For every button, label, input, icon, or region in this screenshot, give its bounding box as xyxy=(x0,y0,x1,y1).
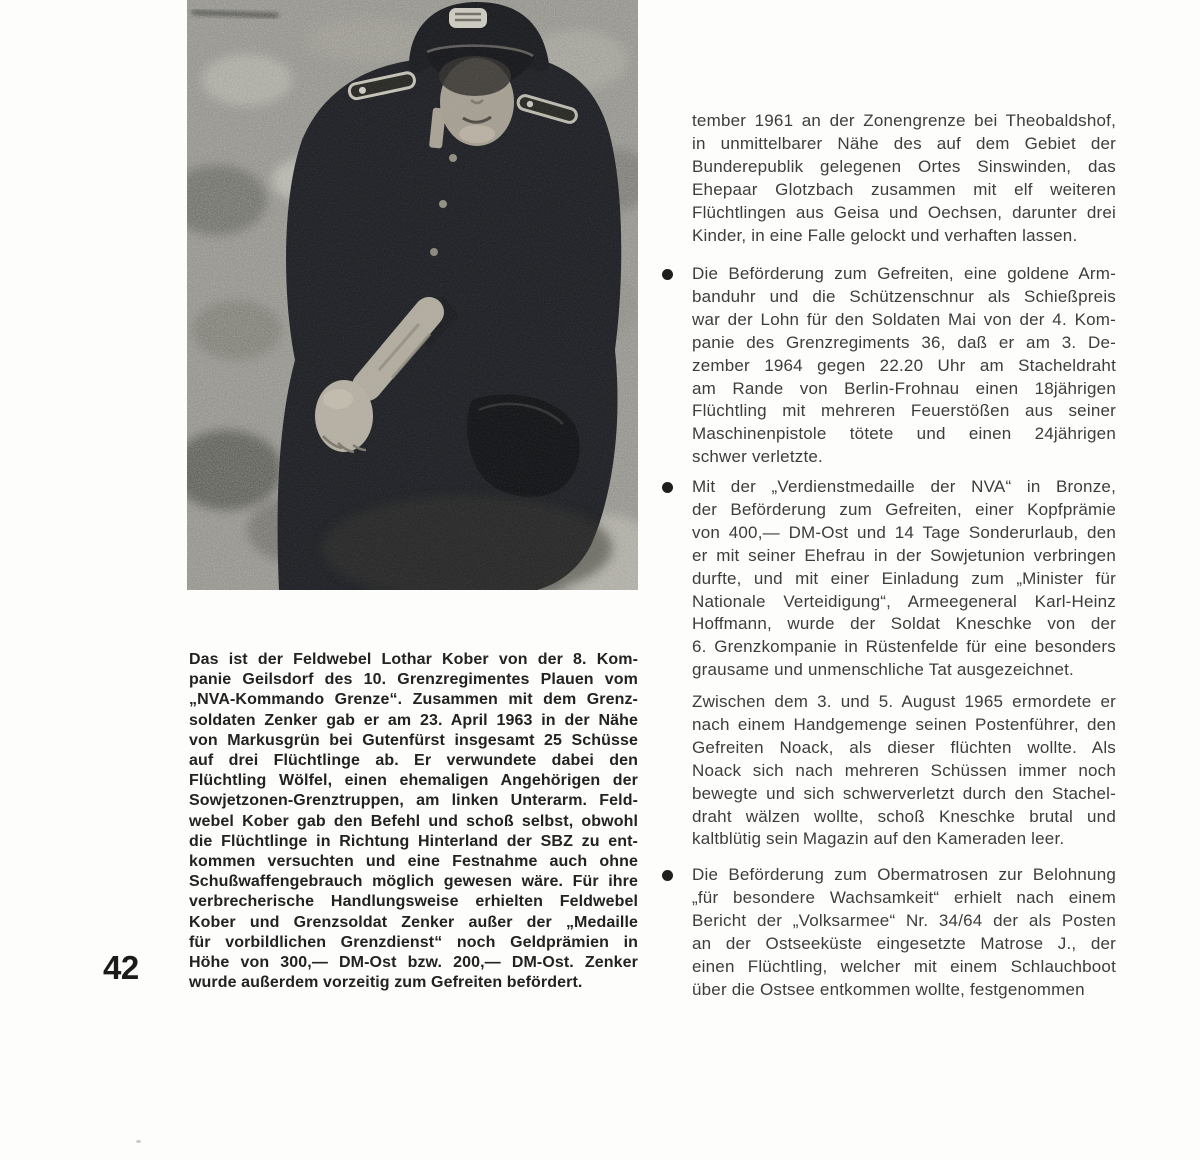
text-line: Maschinenpistole tötete und einen 24jährigen xyxy=(692,424,1116,444)
text-line: webel Kober gab den Befehl und schoß selbst, obwohl xyxy=(189,812,638,830)
text-line: war der Lohn für den Soldaten Mai von der 4. Kom- xyxy=(692,309,1116,329)
text-line: über die Ostsee entkommen wollte, festgenommen xyxy=(692,979,1085,999)
text-line: Noack sich nach mehreren Schüssen immer noch xyxy=(692,760,1116,780)
text-line: Die Beförderung zum Gefreiten, eine goldene Arm- xyxy=(692,264,1116,283)
text-line: Gefreiten Noack, als dieser flüchten wollte. Als xyxy=(692,737,1116,757)
scan-artifact xyxy=(136,1140,141,1143)
text-line: Bericht der „Volksarmee“ Nr. 34/64 der als Posten xyxy=(692,910,1116,930)
text-line: Kinder, in eine Falle gelockt und verhaften lassen. xyxy=(692,225,1078,245)
paragraph xyxy=(692,263,1116,469)
text-line: für vorbildlichen Grenzdienst“ noch Geldprämien in xyxy=(189,933,638,951)
bullet-marker xyxy=(662,482,673,493)
text-line: Das ist der Feldwebel Lothar Kober von der 8. Kom- xyxy=(189,651,638,668)
text-line: panie Geilsdorf des 10. Grenzregimentes Plauen vom xyxy=(189,671,638,689)
text-line: in unmittelbarer Nähe des auf dem Gebiet der xyxy=(692,133,1116,153)
text-line: von 400,— DM-Ost und 14 Tage Sonderurlaub, den xyxy=(692,522,1116,542)
text-line: Nationale Verteidigung“, Armeegeneral Karl-Heinz xyxy=(692,591,1116,611)
text-line: Schußwaffengebrauch möglich gewesen wäre. Für ihre xyxy=(189,873,638,891)
text-line: panie des Grenzregiments 36, daß er am 3. De- xyxy=(692,332,1116,352)
soldier-photo-illustration xyxy=(187,0,638,590)
text-line: verbrecherische Handlungsweise erhielten Feldwebel xyxy=(189,893,638,911)
text-line: grausame und unmenschliche Tat ausgezeichnet. xyxy=(692,660,1074,680)
text-line: soldaten Zenker gab er am 23. April 1963 in der Nähe xyxy=(189,711,638,729)
text-line: Flüchtlingen aus Geisa und Oechsen, darunter drei xyxy=(692,202,1116,222)
text-line: auf drei Flüchtlinge ab. Er verwundete dabei den xyxy=(189,752,638,770)
text-line: draht wälzen wollte, schoß Kneschke brutal und xyxy=(692,806,1116,826)
soldier-photo xyxy=(187,0,638,590)
paragraph xyxy=(692,691,1116,851)
paragraph xyxy=(692,476,1116,682)
text-line: wurde außerdem vorzeitig zum Gefreiten befördert. xyxy=(189,974,583,992)
text-line: der Beförderung zum Gefreiten, einer Kopfprämie xyxy=(692,499,1116,519)
text-line: die Flüchtlinge in Richtung Hinterland der SBZ zu ent- xyxy=(189,832,638,850)
text-line: einen Flüchtling, welcher mit einem Schlauchboot xyxy=(692,956,1116,976)
text-line: bewegte und sich schwerverletzt durch den Stachel- xyxy=(692,783,1116,803)
text-line: von Markusgrün bei Gutenfürst insgesamt 25 Schüsse xyxy=(189,731,638,749)
text-line: „für besondere Wachsamkeit“ erhielt nach einem xyxy=(692,887,1116,907)
text-line: Kober und Grenzsoldat Zenker außer der „Medaille xyxy=(189,913,638,931)
page-number: 42 xyxy=(103,949,139,986)
text-line: Höhe von 300,— DM-Ost bzw. 200,— DM-Ost. Zenker xyxy=(189,954,638,972)
text-line: Zwischen dem 3. und 5. August 1965 ermordete er xyxy=(692,692,1116,711)
bullet-marker xyxy=(662,269,673,280)
text-line: Die Beförderung zum Obermatrosen zur Belohnung xyxy=(692,865,1116,884)
text-line: kaltblütig sein Magazin auf den Kameraden leer. xyxy=(692,829,1065,849)
text-line: nach einem Handgemenge seinen Postenführer, den xyxy=(692,714,1116,734)
text-line: Flüchtling Wölfel, einen ehemaligen Angehörigen der xyxy=(189,772,638,790)
right-column xyxy=(692,0,1116,1160)
text-line: an der Ostseeküste eingesetzte Matrose J., der xyxy=(692,933,1116,953)
text-line: Flüchtling mit mehreren Feuerstößen aus seiner xyxy=(692,401,1116,421)
text-line: tember 1961 an der Zonengrenze bei Theobaldshof, xyxy=(692,111,1116,130)
text-line: er mit seiner Ehefrau in der Sowjetunion verbringen xyxy=(692,545,1116,565)
text-line: kommen versuchten und eine Festnahme auch ohne xyxy=(189,853,638,871)
text-line: Bunderepublik gelegenen Ortes Sinswinden, das xyxy=(692,156,1116,176)
text-line: schwer verletzte. xyxy=(692,447,823,467)
text-line: Ehepaar Glotzbach zusammen mit elf weiteren xyxy=(692,179,1116,199)
text-line: banduhr und die Schützenschnur als Schießpreis xyxy=(692,286,1116,306)
text-line: Mit der „Verdienstmedaille der NVA“ in Bronze, xyxy=(692,477,1116,496)
photo-caption xyxy=(189,650,638,993)
text-line: Sowjetzonen-Grenztruppen, am linken Unterarm. Feld- xyxy=(189,792,638,810)
paragraph xyxy=(692,110,1116,247)
text-line: durfte, und mit einer Einladung zum „Minister für xyxy=(692,568,1116,588)
text-line: zember 1964 gegen 22.20 Uhr am Stacheldraht xyxy=(692,355,1116,375)
text-line: Hoffmann, wurde der Soldat Kneschke von der xyxy=(692,614,1116,634)
text-line: am Rande von Berlin-Frohnau einen 18jährigen xyxy=(692,378,1116,398)
bullet-marker xyxy=(662,870,673,881)
text-line: 6. Grenzkompanie in Rüstenfelde für eine besonders xyxy=(692,637,1116,657)
text-line: „NVA-Kommando Grenze“. Zusammen mit dem Grenz- xyxy=(189,691,638,709)
paragraph xyxy=(692,864,1116,1001)
